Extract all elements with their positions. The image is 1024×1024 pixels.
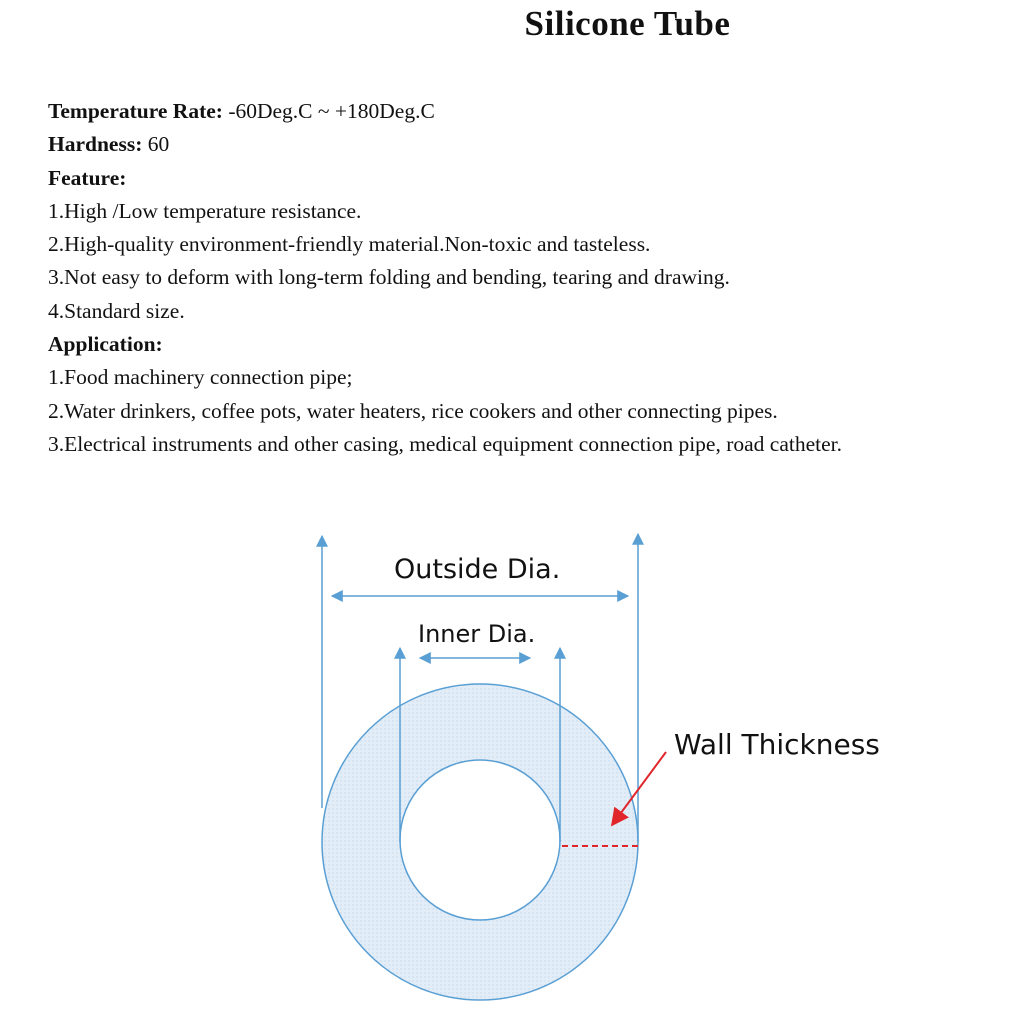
application-item: 1.Food machinery connection pipe; [48,365,353,390]
temperature-rate-label: Temperature Rate: [48,99,223,123]
application-heading: Application: [48,332,163,357]
hardness-line [48,128,978,161]
inner-dia-label: Inner Dia. [418,620,536,648]
feature-item: 4.Standard size. [48,298,185,323]
feature-item: 3.Not easy to deform with long-term folding and bending, tearing and drawing. [48,265,730,290]
tube-inner-bore [400,760,560,920]
hardness-label: Hardness: [48,132,143,157]
spec-text [48,95,978,461]
feature-item: 2.High-quality environment-friendly material.Non-toxic and tasteless. [48,232,651,257]
application-item: 3.Electrical instruments and other casing, medical equipment connection pipe, road catheter. [48,431,843,456]
feature-item: 1.High /Low temperature resistance. [48,198,362,223]
temperature-rate-value: -60Deg.C ~ +180Deg.C [222,99,435,123]
temperature-rate-line [48,95,978,128]
application-item: 2.Water drinkers, coffee pots, water heaters, rice cookers and other connecting pipes. [48,398,778,423]
wall-thickness-label: Wall Thickness [674,728,880,761]
hardness-value: 60 [142,132,170,157]
outside-dia-label: Outside Dia. [394,554,561,585]
feature-heading: Feature: [48,165,127,190]
page-title: Silicone Tube [524,4,731,43]
tube-dimension-diagram [0,500,1024,1024]
